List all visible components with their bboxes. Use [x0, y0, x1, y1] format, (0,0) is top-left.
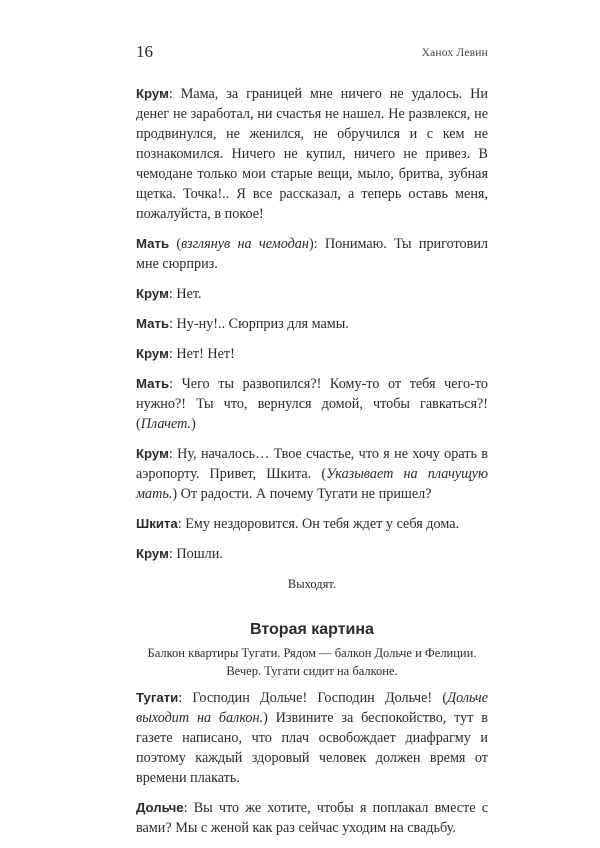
dialogue-line: Крум: Пошли. [136, 546, 223, 562]
dialogue-line: Крум: Ну, началось… Твое счастье, что я не хочу орать в аэропорту. Привет, Шкита. (Указывает на плачущую мать.) От радости. А почему Тугати не пришел? [136, 446, 488, 502]
line-text: Мама, за границей мне ничего не удалось. Ни денег не заработал, ни счастья не нашел. Не развлекся, не продвинулся, не женился, не обручился и с кем не познакомился. Ничего не купил, ничего не привез. В чемодане только мои старые вещи, мыло, бритва, зубная щетка. Точка!.. Я все рассказал, а теперь оставь меня, пожалуйста, в покое! [136, 86, 488, 222]
line-text: Нет. [176, 286, 202, 302]
line-text: Ну, началось… Твое счастье, что я не хочу орать в аэропорту. Привет, Шкита. ( [136, 446, 488, 482]
dialogue-line: Дольче: Вы что же хотите, чтобы я поплакал вместе с вами? Мы с женой как раз сейчас уходим на свадьбу. [136, 800, 488, 836]
exit-direction: Выходят. [287, 577, 337, 591]
speaker-name: Крум [136, 346, 169, 361]
scene-description-line: Вечер. Тугати сидит на балконе. [226, 664, 398, 678]
stage-direction: взглянув на чемодан [181, 236, 309, 252]
line-text: Пошли. [176, 546, 223, 562]
dialogue-line: Мать: Чего ты развопился?! Кому-то от тебя чего-то нужно?! Ты что, вернулся домой, чтобы гавкаться?! (Плачет.) [136, 376, 488, 432]
speaker-name: Шкита [136, 516, 178, 531]
speaker-name: Мать [136, 376, 170, 391]
stage-direction: Дольче выходит на балкон. [136, 690, 488, 726]
speaker-name: Крум [136, 446, 169, 461]
stage-direction: Плачет. [140, 416, 192, 432]
dialogue-line: Крум: Мама, за границей мне ничего не удалось. Ни денег не заработал, ни счастья не нашел. Не развлекся, не продвинулся, не женился, не обручился и с кем не познакомился. Ничего не купил, ничего не привез. В чемодане только мои старые вещи, мыло, бритва, зубная щетка. Точка!.. Я все рассказал, а теперь оставь меня, пожалуйста, в покое! [136, 86, 488, 222]
line-text: Ну-ну!.. Сюрприз для мамы. [176, 316, 349, 332]
speaker-name: Крум [136, 86, 169, 101]
line-text: Понимаю. Ты приготовил мне сюрприз. [136, 236, 488, 272]
speaker-name: Мать [136, 236, 170, 251]
dialogue-line: Шкита: Ему нездоровится. Он тебя ждет у себя дома. [136, 516, 460, 532]
line-text: Ему нездоровится. Он тебя ждет у себя дома. [185, 516, 460, 532]
line-text: Вы что же хотите, чтобы я поплакал вместе с вами? Мы с женой как раз сейчас уходим на свадьбу. [136, 800, 488, 836]
line-text: Чего ты развопился?! Кому-то от тебя чего-то нужно?! Ты что, вернулся домой, чтобы гавкаться?! ( [136, 376, 488, 432]
page-number: 16 [136, 42, 153, 61]
scene-description [136, 644, 488, 680]
line-text: Господин Дольче! Господин Дольче! ( [192, 690, 448, 706]
dialogue-line: Мать (взглянув на чемодан): Понимаю. Ты приготовил мне сюрприз. [136, 236, 488, 272]
speaker-name: Крум [136, 546, 169, 561]
speaker-name: Тугати [136, 690, 179, 705]
scene-title: Вторая картина [250, 621, 374, 638]
speaker-name: Дольче [136, 800, 184, 815]
dialogue-line: Тугати: Господин Дольче! Господин Дольче! (Дольче выходит на балкон.) Извините за беспокойство, тут в газете написано, что плач освобождает диафрагму и поэтому каждый здоровый человек должен время от времени плакать. [136, 690, 488, 786]
dialogue-line: Крум: Нет! Нет! [136, 346, 235, 362]
stage-direction: Указывает на плачущую мать. [136, 466, 488, 502]
speaker-name: Крум [136, 286, 169, 301]
text-body [136, 84, 488, 848]
speaker-name: Мать [136, 316, 170, 331]
running-head: Ханох Левин [421, 47, 488, 59]
dialogue-line: Мать: Ну-ну!.. Сюрприз для мамы. [136, 316, 349, 332]
dialogue-line: Крум: Нет. [136, 286, 202, 302]
scene-description-line: Балкон квартиры Тугати. Рядом — балкон Дольче и Фелиции. [147, 646, 477, 660]
line-text: Нет! Нет! [176, 346, 235, 362]
